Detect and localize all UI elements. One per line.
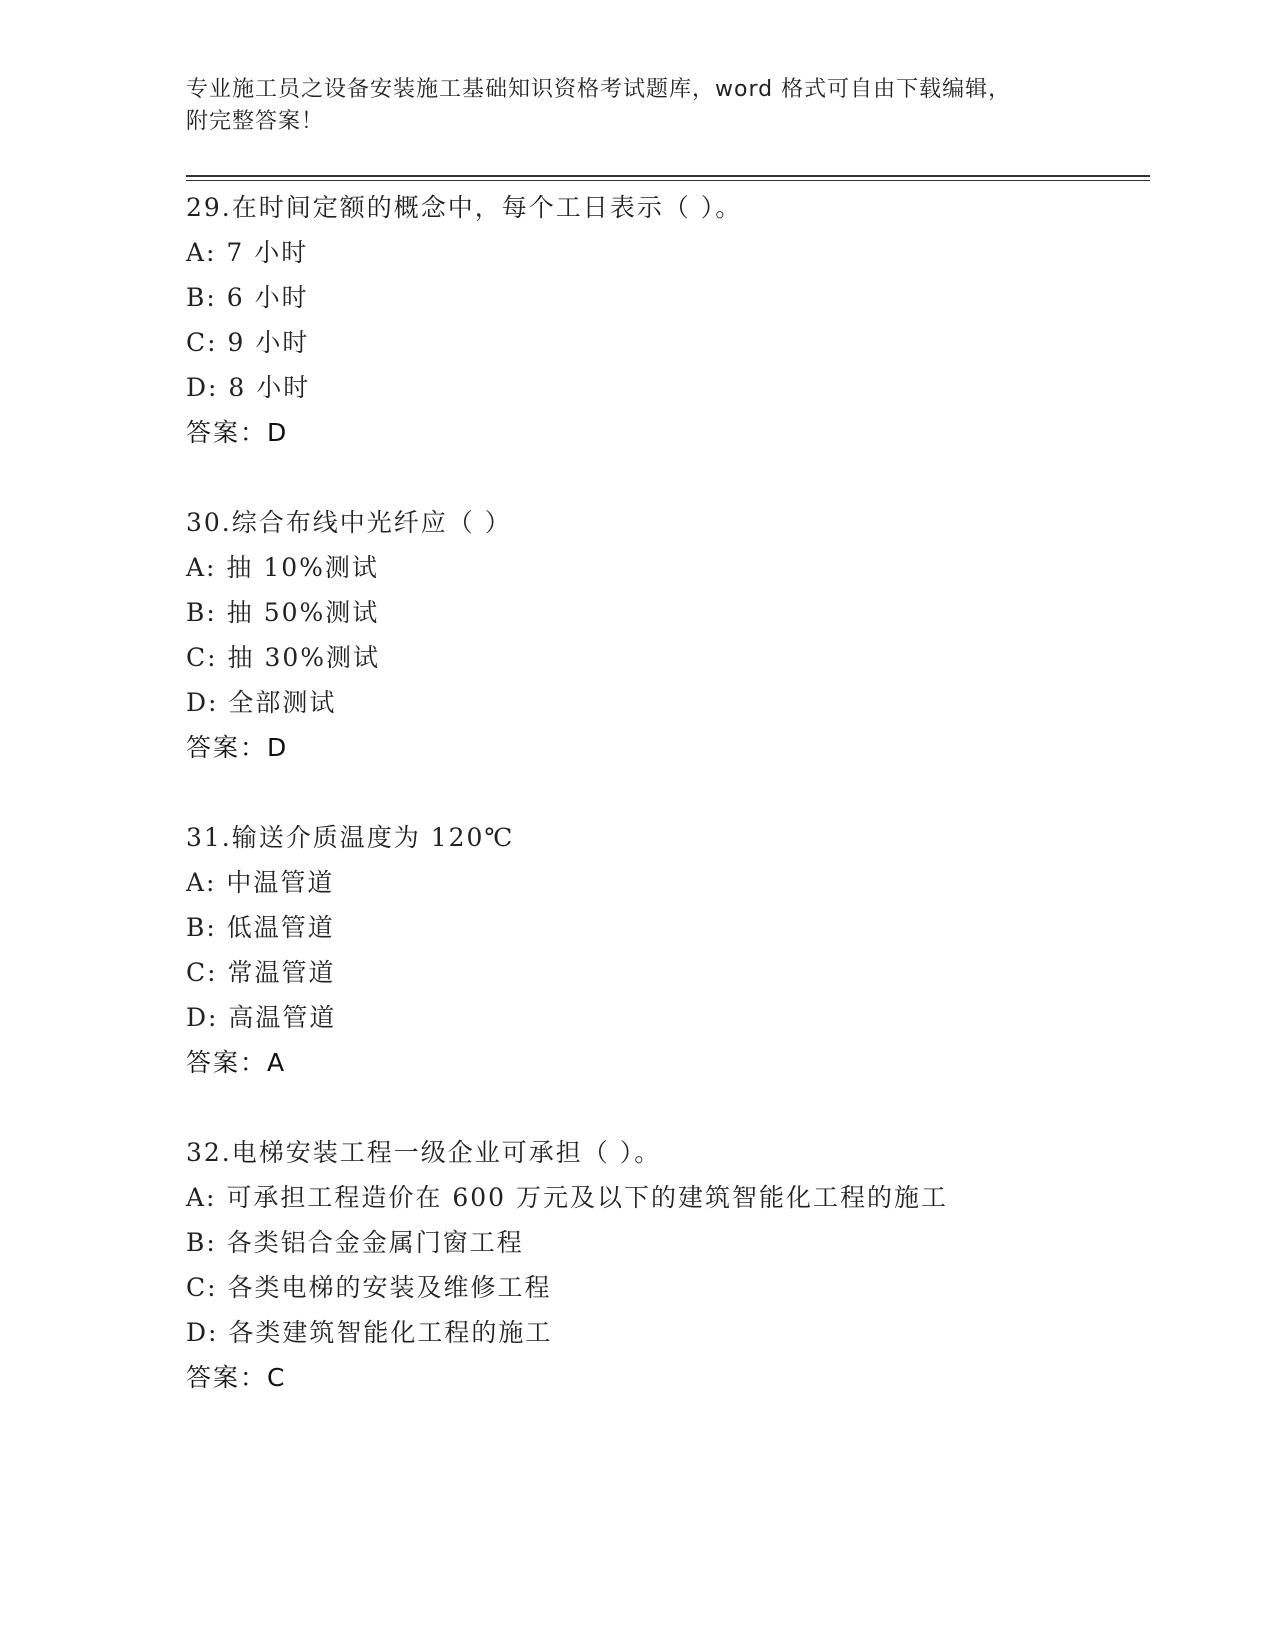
option-d: D: 8 小时	[186, 373, 311, 402]
option-a: A: 可承担工程造价在 600 万元及以下的建筑智能化工程的施工	[186, 1183, 949, 1212]
question-stem: 29.在时间定额的概念中，每个工日表示（ ）。	[186, 193, 743, 222]
option-c: C: 常温管道	[186, 958, 336, 987]
question-stem: 30.综合布线中光纤应（ ）	[186, 508, 512, 537]
question-30	[186, 500, 1136, 770]
header-divider	[186, 175, 1150, 181]
answer-text: 答案：D	[186, 418, 289, 447]
answer-text: 答案：A	[186, 1048, 287, 1077]
option-c: C: 9 小时	[186, 328, 310, 357]
document-header	[186, 74, 1086, 138]
answer-text: 答案：C	[186, 1363, 287, 1392]
option-d: D: 高温管道	[186, 1003, 337, 1032]
option-a: A: 抽 10%测试	[186, 553, 379, 582]
option-d: D: 全部测试	[186, 688, 337, 717]
option-d: D: 各类建筑智能化工程的施工	[186, 1318, 553, 1347]
divider-line-bottom	[186, 180, 1150, 181]
option-b: B: 低温管道	[186, 913, 335, 942]
question-stem: 31.输送介质温度为 120℃	[186, 823, 515, 852]
option-c: C: 抽 30%测试	[186, 643, 381, 672]
option-b: B: 6 小时	[186, 283, 309, 312]
header-line-1: 专业施工员之设备安装施工基础知识资格考试题库，word 格式可自由下载编辑，	[186, 77, 1012, 102]
option-a: A: 7 小时	[186, 238, 309, 267]
header-line-2: 附完整答案！	[186, 109, 325, 134]
option-b: B: 抽 50%测试	[186, 598, 380, 627]
option-b: B: 各类铝合金金属门窗工程	[186, 1228, 524, 1257]
option-c: C: 各类电梯的安装及维修工程	[186, 1273, 552, 1302]
answer-text: 答案：D	[186, 733, 289, 762]
question-29	[186, 185, 1136, 455]
option-a: A: 中温管道	[186, 868, 335, 897]
question-32	[186, 1130, 1136, 1400]
divider-line-top	[186, 175, 1150, 177]
question-31	[186, 815, 1136, 1085]
question-stem: 32.电梯安装工程一级企业可承担（ ）。	[186, 1138, 662, 1167]
